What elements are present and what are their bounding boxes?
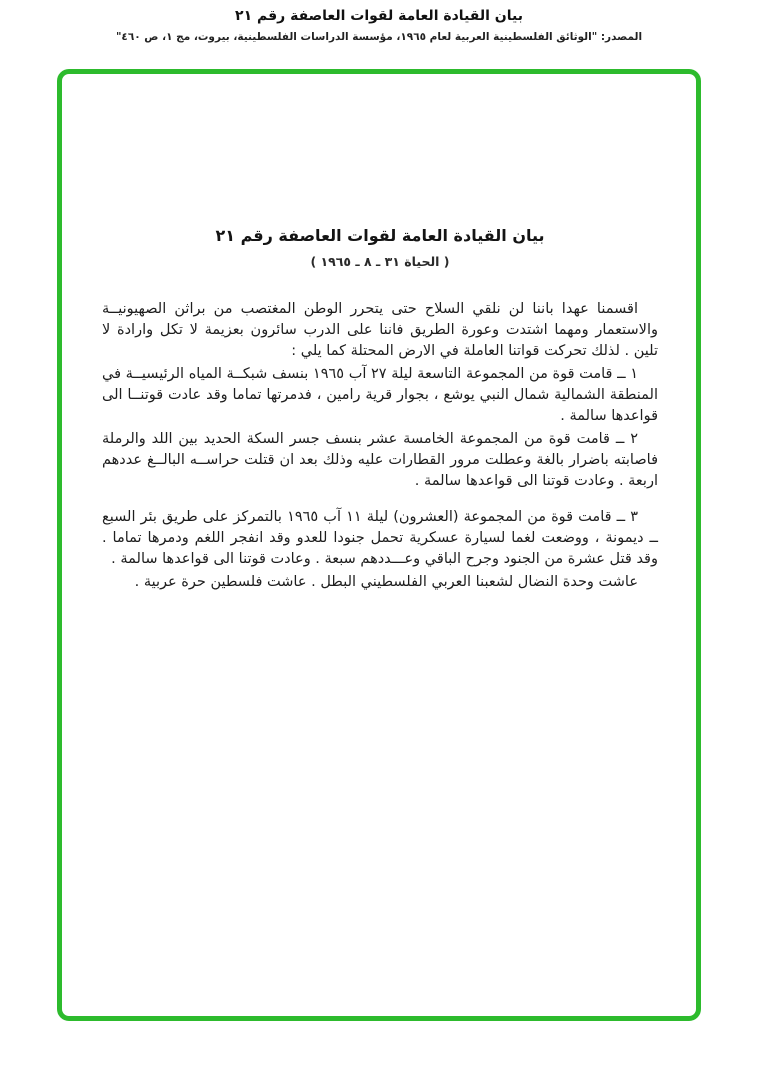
document-title: بيان القيادة العامة لقوات العاصفة رقم ٢١: [215, 226, 545, 245]
document-frame: [57, 69, 701, 1021]
page-header: [0, 0, 758, 43]
document-content: [62, 74, 696, 593]
header-title: بيان القيادة العامة لقوات العاصفة رقم ٢١: [235, 8, 523, 24]
paragraph-item-1: ١ ــ قامت قوة من المجموعة التاسعة ليلة ٢٧ آب ١٩٦٥ بنسف شبكــة المياه الرئيسيــة في المنطقة الشمالية شمال النبي يوشع ، بجوار قرية رامين ، فدمرتها تماما وقد عادت قوتنــا الى قواعدها سالمة .: [102, 366, 658, 424]
paragraph-item-2: ٢ ــ قامت قوة من المجموعة الخامسة عشر بنسف جسر السكة الحديد بين اللد والرملة فاصابته باضرار بالغة وعطلت مرور القطارات عليه وذلك بعد ان قتلت حراســه البالــغ عددهم اربعة . وعادت قوتنا الى قواعدها سالمة .: [102, 431, 658, 489]
paragraph-item-3: ٣ ــ قامت قوة من المجموعة (العشرون) ليلة ١١ آب ١٩٦٥ بالتمركز على طريق بئر السبع ــ ديمونة ، ووضعت لغما لسيارة عسكرية تحمل جنودا للعدو وقد انفجر اللغم ودمرها تماما . وقد قتل عشرة من الجنود وجرح الباقي وعـــددهم سبعة . وعادت قوتنا الى قواعدها سالمة .: [102, 509, 658, 567]
paragraph-closing: عاشت وحدة النضال لشعبنا العربي الفلسطيني البطل . عاشت فلسطين حرة عربية .: [134, 574, 638, 590]
document-subtitle: ( الحياة ٣١ ـ ٨ ـ ١٩٦٥ ): [310, 254, 450, 269]
header-source-citation: المصدر: "الوثائق الفلسطينية العربية لعام ١٩٦٥، مؤسسة الدراسات الفلسطينية، بيروت، مج ١، ص ٤٦٠": [115, 31, 643, 43]
paragraph-intro: اقسمنا عهدا باننا لن نلقي السلاح حتى يتحرر الوطن المغتصب من براثن الصهيونيــة والاستعمار ومهما اشتدت وعورة الطريق فاننا على الدرب سائرون بعزيمة لا تكل وارادة لا تلين . لذلك تحركت قواتنا العاملة في الارض المحتلة كما يلي :: [102, 301, 658, 359]
document-body: [102, 299, 658, 593]
